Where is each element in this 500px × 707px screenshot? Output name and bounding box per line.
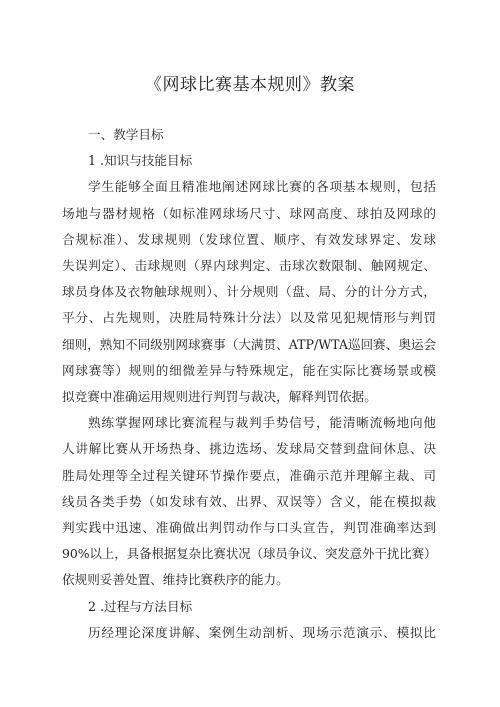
document-body (62, 122, 436, 646)
paragraph-line: 拟竞赛中准确运用规则进行判罚与裁决，解释判罚依据。 (62, 389, 377, 405)
paragraph-line: 合规标准）、发球规则（发球位置、顺序、有效发球界定、发球 (62, 231, 436, 247)
paragraph-line: 90%以上，具备根据复杂比赛状况（球员争议、突发意外干扰比赛） (62, 546, 437, 562)
section-heading-teaching-goals: 一、教学目标 (88, 127, 164, 142)
subsection-heading-process-methods: 2 .过程与方法目标 (88, 598, 193, 614)
paragraph-line: 熟练掌握网球比赛流程与裁判手势信号，能清晰流畅地向他 (88, 415, 436, 431)
paragraph-line: 线员各类手势（如发球有效、出界、双误等）含义，能在模拟裁 (62, 493, 436, 509)
paragraph-line: 人讲解比赛从开场热身、挑边选场、发球局交替到盘间休息、决 (62, 441, 436, 457)
paragraph-process-methods (62, 620, 436, 646)
paragraph-line: 细则，熟知不同级别网球赛事（大满贯、ATP/WTA巡回赛、奥运会 (62, 336, 437, 352)
paragraph-line: 失误判定）、击球规则（界内球判定、击球次数限制、触网规定、 (62, 258, 436, 274)
paragraph-line: 网球赛等）规则的细微差异与特殊规定，能在实际比赛场景或模 (62, 362, 436, 378)
paragraph-line: 判实践中迅速、准确做出判罚动作与口头宣告，判罚准确率达到 (62, 520, 436, 536)
paragraph-line: 胜局处理等全过程关键环节操作要点，准确示范并理解主裁、司 (62, 467, 436, 483)
subsection-heading-knowledge-skills: 1 .知识与技能目标 (88, 153, 193, 169)
paragraph-line: 历经理论深度讲解、案例生动剖析、现场示范演示、模拟比 (88, 624, 436, 640)
paragraph-line: 依规则妥善处置、维持比赛秩序的能力。 (62, 572, 289, 588)
paragraph-line: 球员身体及衣物触球规则）、计分规则（盘、局、分的计分方式， (62, 284, 436, 300)
document-title: 《网球比赛基本规则》教案 (145, 75, 355, 95)
paragraph-line: 场地与器材规格（如标准网球场尺寸、球网高度、球拍及网球的 (62, 205, 436, 221)
paragraph-line: 学生能够全面且精准地阐述网球比赛的各项基本规则，包括 (88, 179, 436, 195)
paragraph-procedures-signals (62, 410, 436, 593)
paragraph-knowledge-skills (62, 174, 436, 410)
paragraph-line: 平分、占先规则，决胜局特殊计分法）以及常见犯规情形与判罚 (62, 310, 436, 326)
